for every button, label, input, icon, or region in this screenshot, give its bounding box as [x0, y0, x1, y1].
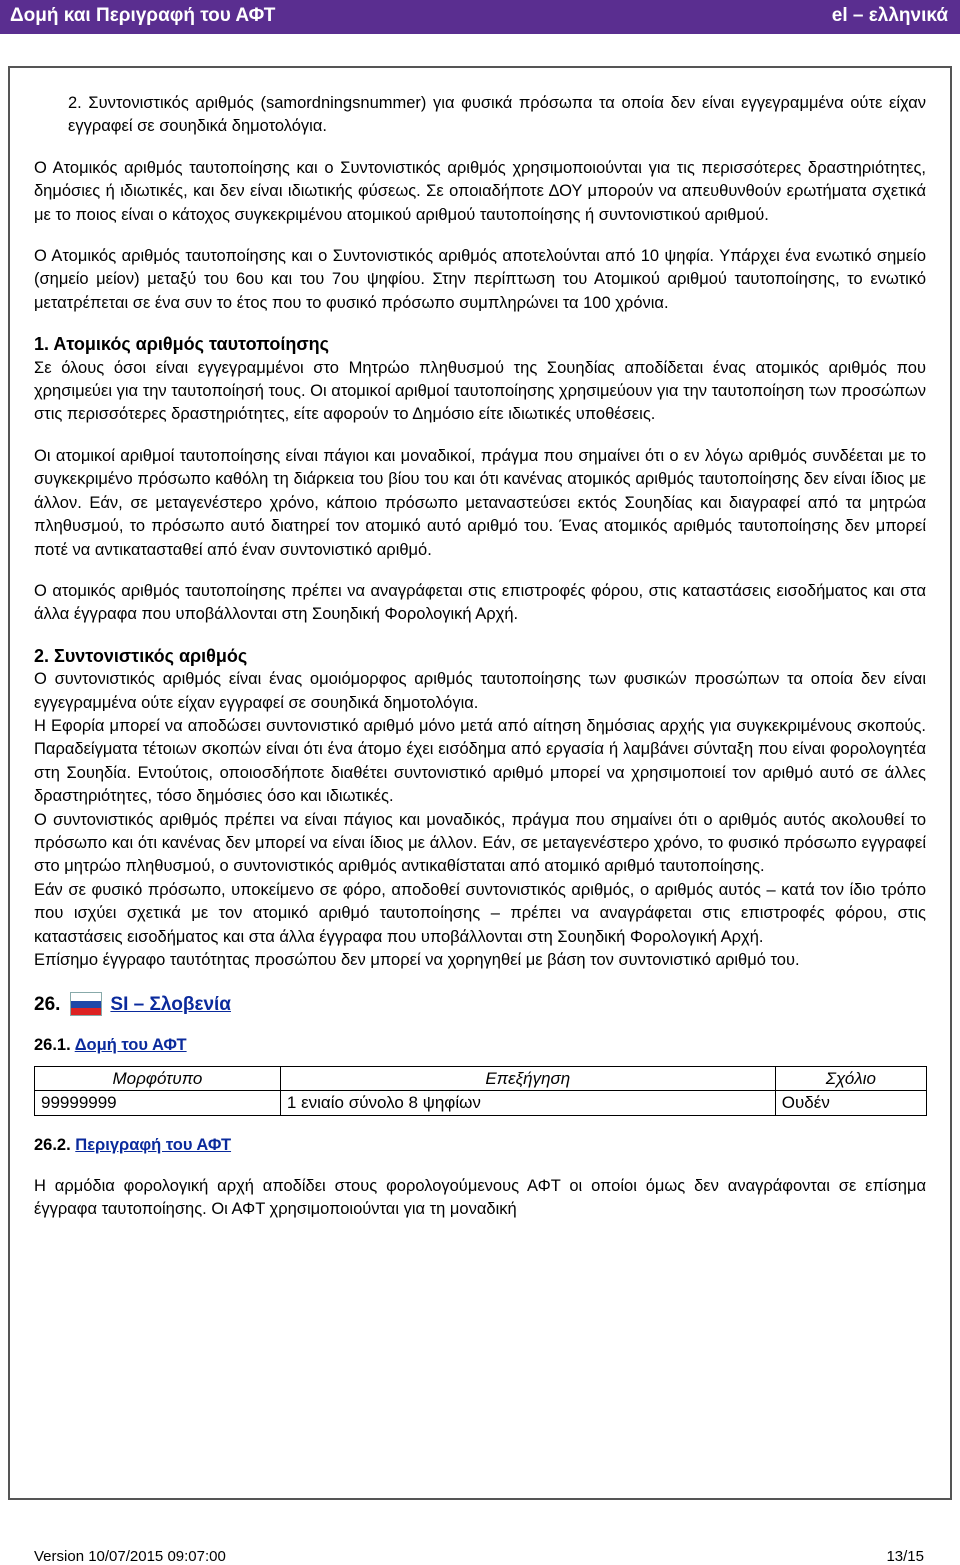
- subsection-title-link[interactable]: Δομή του ΑΦΤ: [74, 1036, 187, 1055]
- paragraph: Σε όλους όσοι είναι εγγεγραμμένοι στο Μητρώο πληθυσμού της Σουηδίας αποδίδεται ένας ατομικός αριθμός που χρησιμεύει για την ταυτοποίησή τους. Οι ατομικοί αριθμοί ταυτοποίησης χρησιμεύουν για την ταυτοποίηση των προσώπων στις περισσότερες δραστηριότητες, είτε αφορούν το Δημόσιο είτε ιδιωτικές υποθέσεις.: [34, 358, 926, 424]
- subsection-title-link[interactable]: Περιγραφή του ΑΦΤ: [75, 1135, 232, 1154]
- paragraph: Ο Ατομικός αριθμός ταυτοποίησης και ο Συντονιστικός αριθμός χρησιμοποιούνται για τις περισσότερες δραστηριότητες, δημόσιες ή ιδιωτικές, και δεν είναι ιδιωτικής φύσεως. Σε οποιαδήποτε ΔΟΥ μπορούν να απευθυνθούν ερωτήματα σχετικά με το ποιος είναι ο κάτοχος συγκεκριμένου ατομικού αριθμού ταυτοποίησης ή συντονιστικού αριθμού.: [34, 158, 926, 224]
- header-title: Δομή και Περιγραφή του ΑΦΤ: [10, 5, 276, 26]
- subsection-number: 26.2.: [34, 1135, 71, 1154]
- subsection-heading: [34, 1034, 926, 1057]
- table-header: Σχόλιο: [775, 1066, 926, 1090]
- table-header: Επεξήγηση: [280, 1066, 775, 1090]
- table-cell: 1 ενιαίο σύνολο 8 ψηφίων: [280, 1091, 775, 1115]
- table-cell: 99999999: [35, 1091, 281, 1115]
- document-body: [34, 92, 926, 1222]
- slovenia-flag-icon: [70, 992, 102, 1016]
- paragraph: Ο συντονιστικός αριθμός είναι ένας ομοιόμορφος αριθμός ταυτοποίησης των φυσικών προσώπων τα οποία δεν είναι εγγεγραμμένα ούτε είχαν εγγραφεί σε σουηδικά δημοτολόγια.: [34, 670, 926, 712]
- paragraph: Ο Ατομικός αριθμός ταυτοποίησης και ο Συντονιστικός αριθμός αποτελούνται από 10 ψηφία. Υπάρχει ένα ενωτικό σημείο (σημείο μείον) μεταξύ του 6ου και του 7ου ψηφίου. Στην περίπτωση του Ατομικού αριθμού ταυτοποίησης, το ενωτικό μετατρέπεται σε ένα συν το έτος που το φυσικό πρόσωπο συμπληρώνει τα 100 χρόνια.: [34, 247, 926, 312]
- section-heading: 2. Συντονιστικός αριθμός: [34, 645, 248, 666]
- paragraph: Η αρμόδια φορολογική αρχή αποδίδει στους φορολογούμενους ΑΦΤ οι οποίοι όμως δεν αναγράφονται σε επίσημα έγγραφα ταυτοποίησης. Οι ΑΦΤ χρησιμοποιούνται για τη μοναδική: [34, 1177, 926, 1219]
- paragraph: Η Εφορία μπορεί να αποδώσει συντονιστικό αριθμό μόνο μετά από αίτηση δημόσιας αρχής για συγκεκριμένους σκοπούς. Παραδείγματα τέτοιων σκοπών είναι ότι ένα άτομο έχει εισόδημα από εργασία ή λαμβάνει σύνταξη που είναι φορολογητέα στη Σουηδία. Εντούτοις, οποιοσδήποτε διαθέτει συντονιστικό αριθμό μπορεί να χρησιμοποιεί τον αριθμό αυτό σε άλλες δραστηριότητες, τόσο δημόσιες όσο και ιδιωτικές.: [34, 716, 926, 806]
- header-language: el – ελληνικά: [831, 5, 948, 26]
- paragraph: Ο ατομικός αριθμός ταυτοποίησης πρέπει να αναγράφεται στις επιστροφές φόρου, στις καταστάσεις εισοδήματος και στα άλλα έγγραφα που υποβάλλονται στη Σουηδική Φορολογική Αρχή.: [34, 581, 926, 624]
- subsection-number: 26.1.: [34, 1036, 71, 1055]
- section-number: 26.: [34, 993, 61, 1015]
- table-cell: Ουδέν: [775, 1091, 926, 1115]
- subsection-heading: [34, 1134, 926, 1157]
- table-header: Μορφότυπο: [35, 1066, 281, 1090]
- section-26-heading: [34, 992, 926, 1016]
- section-heading: 1. Ατομικός αριθμός ταυτοποίησης: [34, 334, 330, 355]
- table-row: [35, 1091, 927, 1115]
- table-header-row: [35, 1066, 927, 1090]
- intro-item: 2. Συντονιστικός αριθμός (samordningsnummer) για φυσικά πρόσωπα τα οποία δεν είναι εγγεγραμμένα ούτε είχαν εγγραφεί σε σουηδικά δημοτολόγια.: [68, 94, 926, 136]
- page-header: [0, 0, 960, 34]
- paragraph: Οι ατομικοί αριθμοί ταυτοποίησης είναι πάγιοι και μοναδικοί, πράγμα που σημαίνει ότι ο εν λόγω αριθμός συνδέεται με το συγκεκριμένο πρόσωπο καθόλη τη διάρκεια του βίου του και ότι κανένας ατομικός αριθμός ταυτοποίησης δεν είναι ίδιος με άλλον. Εάν, σε μεταγενέστερο χρόνο, κάποιο πρόσωπο μεταναστεύσει εκτός Σουηδίας και διαγραφεί από τα μητρώα πληθυσμού, το πρόσωπο αυτό διατηρεί τον ατομικό αυτό αριθμό του. Ένας ατομικός αριθμός ταυτοποίησης δεν μπορεί ποτέ να αντικατασταθεί από έναν συντονιστικό αριθμό.: [34, 446, 926, 559]
- section-title-link[interactable]: SI – Σλοβενία: [110, 993, 231, 1015]
- page-footer: [34, 1548, 924, 1565]
- paragraph: Ο συντονιστικός αριθμός πρέπει να είναι πάγιος και μοναδικός, πράγμα που σημαίνει ότι ο αριθμός αυτός ακολουθεί το πρόσωπο και ότι κανένας δεν μπορεί να είναι ίδιος με άλλον. Εάν, σε μεταγενέστερο χρόνο, το φυσικό πρόσωπο εγγραφεί στο μητρώο πληθυσμού, ο συντονιστικός αριθμός αντικαθίσταται από ατομικό αριθμό ταυτοποίησης.: [34, 810, 926, 876]
- version-label: Version 10/07/2015 09:07:00: [34, 1548, 226, 1565]
- paragraph: Επίσημο έγγραφο ταυτότητας προσώπου δεν μπορεί να χορηγηθεί με βάση τον συντονιστικό αριθμό του.: [34, 951, 800, 969]
- paragraph: Εάν σε φυσικό πρόσωπο, υποκείμενο σε φόρο, αποδοθεί συντονιστικός αριθμός, ο αριθμός αυτός – κατά τον ίδιο τρόπο που ισχύει σχετικά με τον ατομικό αριθμό ταυτοποίησης – πρέπει να αναγράφεται στις επιστροφές φόρου, στις καταστάσεις εισοδήματος και στα άλλα έγγραφα που υποβάλλονται στη Σουηδική Φορολογική Αρχή.: [34, 880, 926, 946]
- page-number: 13/15: [886, 1548, 924, 1565]
- tin-structure-table: [34, 1066, 927, 1116]
